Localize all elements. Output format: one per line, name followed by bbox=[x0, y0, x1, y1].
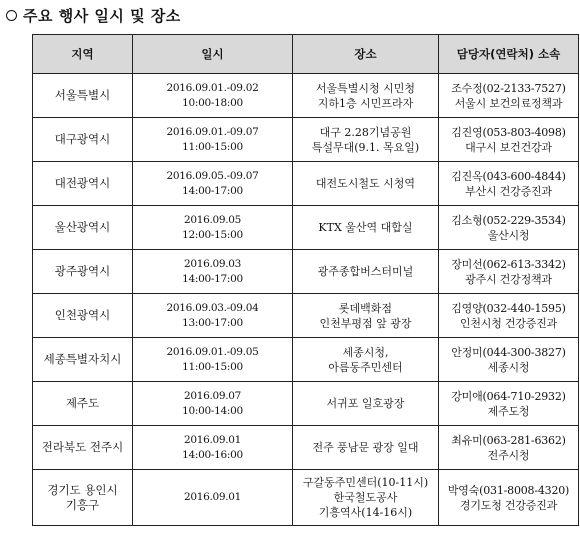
cell-contact-line: 김진영(053-803-4098) bbox=[451, 125, 566, 139]
cell-place-line: 구갈동주민센터(10-11시) bbox=[302, 476, 429, 489]
cell-region bbox=[33, 426, 133, 470]
cell-contact bbox=[439, 338, 579, 382]
cell-contact-line: 인천시청 건강증진과 bbox=[459, 316, 558, 330]
section-heading bbox=[6, 4, 181, 26]
cell-place-line: 서울특별시청 시민청 bbox=[315, 81, 416, 95]
cell-region-line: 울산광역시 bbox=[54, 220, 111, 234]
cell-contact bbox=[439, 162, 579, 206]
cell-contact bbox=[439, 382, 579, 426]
cell-datetime bbox=[133, 294, 293, 338]
cell-datetime bbox=[133, 426, 293, 470]
cell-region bbox=[33, 206, 133, 250]
cell-datetime-line: 12:00-15:00 bbox=[182, 228, 243, 241]
cell-place-line: 지하1층 시민프라자 bbox=[317, 96, 414, 110]
cell-region-line: 세종특별자치시 bbox=[43, 352, 122, 366]
cell-region-line: 기흥구 bbox=[65, 497, 100, 512]
cell-place-line: 한국철도공사 bbox=[333, 491, 398, 504]
header-contact-line: 담당자(연락처) bbox=[456, 46, 534, 61]
cell-datetime bbox=[133, 250, 293, 294]
cell-region-line: 경기도 용인시 bbox=[47, 482, 118, 497]
table-row bbox=[33, 470, 579, 526]
cell-datetime-line: 2016.09.01 bbox=[183, 491, 242, 503]
cell-datetime-line: 2016.09.05 bbox=[183, 213, 242, 226]
table-row bbox=[33, 426, 579, 470]
cell-datetime-line: 2016.09.01 bbox=[183, 433, 242, 446]
cell-datetime-line: 10:00-14:00 bbox=[182, 404, 243, 417]
circle-bullet-icon bbox=[6, 10, 17, 21]
cell-region bbox=[33, 74, 133, 118]
cell-datetime-line: 2016.09.01.-09.02 bbox=[166, 81, 259, 94]
header-place: 장소 bbox=[293, 35, 439, 74]
cell-datetime-line: 2016.09.07 bbox=[183, 389, 242, 402]
cell-region bbox=[33, 382, 133, 426]
cell-place bbox=[293, 250, 439, 294]
cell-contact-line: 서울시 보건의료정책과 bbox=[454, 96, 563, 110]
cell-region-line: 인천광역시 bbox=[54, 308, 111, 322]
cell-datetime-line: 2016.09.03 bbox=[183, 257, 242, 270]
cell-contact bbox=[439, 294, 579, 338]
header-contact bbox=[439, 35, 579, 74]
cell-contact-line: 대구시 보건건강과 bbox=[465, 140, 552, 154]
cell-datetime-line: 2016.09.01.-09.07 bbox=[166, 125, 259, 138]
cell-place-line: 특설무대(9.1. 목요일) bbox=[311, 140, 420, 154]
heading-title: 주요 행사 일시 및 장소 bbox=[23, 6, 181, 25]
cell-place-line: KTX 울산역 대합실 bbox=[318, 221, 413, 234]
cell-datetime-line: 14:00-16:00 bbox=[182, 448, 243, 461]
cell-datetime bbox=[133, 162, 293, 206]
cell-datetime-line: 11:00-15:00 bbox=[182, 140, 243, 153]
cell-region bbox=[33, 338, 133, 382]
cell-datetime-line: 2016.09.03.-09.04 bbox=[166, 301, 259, 314]
cell-datetime bbox=[133, 74, 293, 118]
cell-datetime bbox=[133, 382, 293, 426]
cell-place-line: 전주 풍남문 광장 일대 bbox=[312, 441, 419, 454]
cell-contact-line: 부산시 건강증진과 bbox=[465, 184, 552, 198]
cell-region bbox=[33, 250, 133, 294]
cell-datetime-line: 14:00-17:00 bbox=[182, 184, 243, 197]
table-row bbox=[33, 338, 579, 382]
cell-place bbox=[293, 206, 439, 250]
cell-contact-line: 조수정(02-2133-7527) bbox=[451, 81, 566, 95]
cell-place bbox=[293, 118, 439, 162]
cell-region-line: 제주도 bbox=[65, 396, 100, 410]
cell-place-line: 세종시청, bbox=[342, 345, 389, 359]
table-header-row bbox=[33, 35, 579, 74]
table-row bbox=[33, 294, 579, 338]
cell-datetime-line: 2016.09.01.-09.05 bbox=[166, 345, 259, 358]
cell-contact bbox=[439, 470, 579, 526]
cell-datetime bbox=[133, 206, 293, 250]
cell-region-line: 전라북도 전주시 bbox=[41, 440, 124, 454]
cell-region bbox=[33, 470, 133, 526]
cell-contact bbox=[439, 250, 579, 294]
cell-place-line: 대구 2.28기념공원 bbox=[319, 125, 412, 139]
table-row bbox=[33, 118, 579, 162]
cell-place-line: 광주종합버스터미널 bbox=[317, 265, 414, 278]
cell-contact-line: 김진옥(043-600-4844) bbox=[451, 169, 566, 183]
cell-datetime-line: 13:00-17:00 bbox=[182, 316, 243, 329]
cell-datetime bbox=[133, 118, 293, 162]
cell-place bbox=[293, 338, 439, 382]
table-row bbox=[33, 250, 579, 294]
cell-contact-line: 김영양(032-440-1595) bbox=[451, 301, 566, 315]
cell-region-line: 대전광역시 bbox=[54, 176, 111, 190]
cell-place-line: 대전도시철도 시청역 bbox=[315, 177, 416, 190]
cell-region-line: 대구광역시 bbox=[54, 132, 111, 146]
cell-contact-line: 광주시 건강정책과 bbox=[465, 272, 552, 286]
event-table bbox=[32, 34, 579, 526]
cell-contact-line: 최유미(063-281-6362) bbox=[451, 433, 566, 447]
cell-place bbox=[293, 426, 439, 470]
cell-datetime-line: 2016.09.05.-09.07 bbox=[166, 169, 259, 182]
cell-region bbox=[33, 162, 133, 206]
cell-contact-line: 경기도청 건강증진과 bbox=[459, 498, 558, 512]
cell-contact-line: 장미선(062-613-3342) bbox=[451, 257, 566, 271]
cell-contact-line: 안정미(044-300-3827) bbox=[451, 345, 566, 359]
cell-contact bbox=[439, 74, 579, 118]
cell-place bbox=[293, 470, 439, 526]
cell-contact-line: 김소형(052-229-3534) bbox=[451, 213, 566, 227]
cell-contact-line: 제주도청 bbox=[487, 404, 530, 418]
cell-contact-line: 강미애(064-710-2932) bbox=[451, 389, 566, 403]
cell-contact-line: 전주시청 bbox=[487, 448, 530, 462]
cell-datetime-line: 10:00-18:00 bbox=[182, 96, 243, 109]
cell-datetime-line: 11:00-15:00 bbox=[182, 360, 243, 373]
cell-place-line: 인천부평점 앞 광장 bbox=[319, 316, 412, 330]
cell-place bbox=[293, 382, 439, 426]
cell-datetime bbox=[133, 338, 293, 382]
cell-place bbox=[293, 162, 439, 206]
header-region: 지역 bbox=[33, 35, 133, 74]
cell-place-line: 롯데백화점 bbox=[338, 301, 393, 315]
cell-contact bbox=[439, 206, 579, 250]
cell-place-line: 서귀포 일호광장 bbox=[326, 397, 405, 410]
table-row bbox=[33, 162, 579, 206]
cell-datetime bbox=[133, 470, 293, 526]
cell-place-line: 아름동주민센터 bbox=[328, 360, 403, 374]
header-affiliation-line: 소속 bbox=[537, 46, 561, 61]
cell-region-line: 서울특별시 bbox=[54, 88, 111, 102]
cell-place bbox=[293, 294, 439, 338]
cell-contact bbox=[439, 118, 579, 162]
cell-place-line: 기흥역사(14-16시) bbox=[318, 506, 413, 519]
cell-contact-line: 박영숙(031-8008-4320) bbox=[447, 483, 570, 497]
cell-region-line: 광주광역시 bbox=[54, 264, 111, 278]
cell-datetime-line: 14:00-17:00 bbox=[182, 272, 243, 285]
cell-contact-line: 세종시청 bbox=[487, 360, 530, 374]
table-row bbox=[33, 382, 579, 426]
cell-region bbox=[33, 294, 133, 338]
cell-contact bbox=[439, 426, 579, 470]
cell-region bbox=[33, 118, 133, 162]
table-row bbox=[33, 206, 579, 250]
header-datetime: 일시 bbox=[133, 35, 293, 74]
cell-place bbox=[293, 74, 439, 118]
table-row bbox=[33, 74, 579, 118]
cell-contact-line: 울산시청 bbox=[487, 228, 530, 242]
